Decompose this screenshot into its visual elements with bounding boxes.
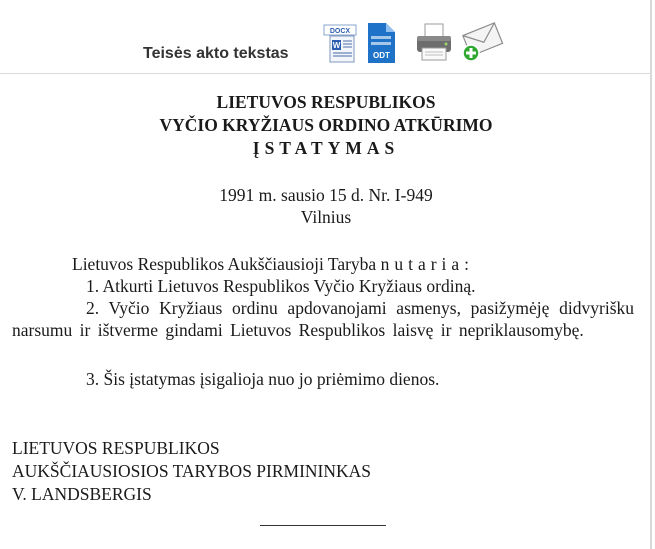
act-title-line1: LIETUVOS RESPUBLIKOS (216, 92, 436, 112)
act-item-1: 1. Atkurti Lietuvos Respublikos Vyčio Kryžiaus ordiną. (86, 276, 476, 296)
docx-download-icon[interactable] (322, 22, 362, 64)
toolbar-label: Teisės akto tekstas (143, 45, 289, 62)
email-icon[interactable] (460, 20, 506, 64)
closing-rule (260, 525, 386, 526)
act-item-2: 2. Vyčio Kryžiaus ordinu apdovanojami asmenys, pasižymėję didvyrišku narsumu ir ištverme gindami Lietuvos Respublikos laisvę ir nepriklausomybę. (12, 298, 634, 340)
act-preamble (72, 253, 474, 275)
signature-line1: LIETUVOS RESPUBLIKOS (12, 438, 220, 458)
document-toolbar (0, 0, 652, 74)
signature-line2: AUKŠČIAUSIOSIOS TARYBOS PIRMININKAS (12, 461, 372, 481)
preamble-resolves: nutaria: (380, 254, 475, 274)
preamble-text: Lietuvos Respublikos Aukščiausioji Taryba (72, 254, 377, 274)
act-title-line3: ĮSTATYMAS (252, 138, 400, 158)
act-title-line2: VYČIO KRYŽIAUS ORDINO ATKŪRIMO (159, 115, 493, 135)
docx-badge: DOCX (329, 28, 351, 35)
signature-line3: V. LANDSBERGIS (12, 484, 152, 504)
printer-icon[interactable] (414, 22, 454, 62)
act-date-number: 1991 m. sausio 15 d. Nr. I-949 (219, 185, 433, 205)
odt-download-icon[interactable] (366, 22, 396, 64)
svg-text:W: W (332, 41, 341, 50)
act-item-3: 3. Šis įstatymas įsigalioja nuo jo priėmimo dienos. (86, 369, 440, 389)
odt-badge: ODT (373, 51, 390, 60)
act-place: Vilnius (300, 207, 352, 227)
